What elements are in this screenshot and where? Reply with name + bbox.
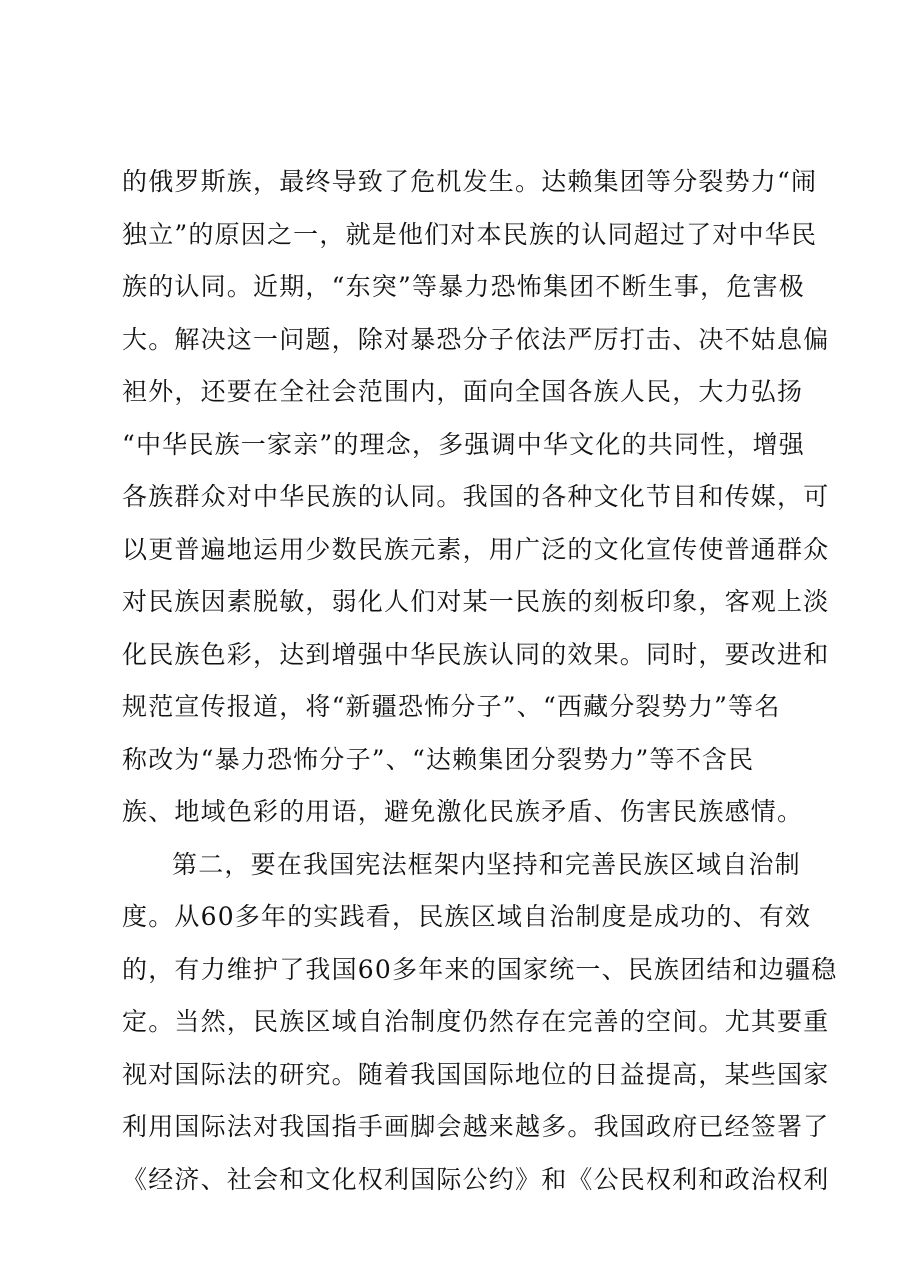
text-line: 族的认同。近期，“东突”等暴力恐怖集团不断生事，危害极 xyxy=(122,272,805,301)
text-line: 度。从60多年的实践看，民族区域自治制度是成功的、有效 xyxy=(122,902,812,931)
text-line: 定。当然，民族区域自治制度仍然存在完善的空间。尤其要重 xyxy=(122,1007,830,1036)
text-line: 称改为“暴力恐怖分子”、“达赖集团分裂势力”等不含民 xyxy=(122,744,755,774)
text-line: 各族群众对中华民族的认同。我国的各种文化节目和传媒，可 xyxy=(122,482,830,511)
text-line: 族、地域色彩的用语，避免激化民族矛盾、伤害民族感情。 xyxy=(122,797,804,826)
text-line: 独立”的原因之一，就是他们对本民族的认同超过了对中华民 xyxy=(122,219,818,249)
text-line: 利用国际法对我国指手画脚会越来越多。我国政府已经签署了 xyxy=(122,1112,830,1141)
text-line: 规范宣传报道，将“新疆恐怖分子”、“西藏分裂势力”等名 xyxy=(122,692,781,721)
text-line: 的，有力维护了我国60多年来的国家统一、民族团结和边疆稳 xyxy=(122,954,838,984)
text-line: 对民族因素脱敏，弱化人们对某一民族的刻板印象，客观上淡 xyxy=(122,587,830,616)
paragraph-start-line: 第二，要在我国宪法框架内坚持和完善民族区域自治制 xyxy=(172,849,801,879)
text-line: 化民族色彩，达到增强中华民族认同的效果。同时，要改进和 xyxy=(122,639,830,669)
text-line: 以更普遍地运用少数民族元素，用广泛的文化宣传使普通群众 xyxy=(122,534,830,564)
text-line: 大。解决这一问题，除对暴恐分子依法严厉打击、决不姑息偏 xyxy=(122,324,830,354)
text-line: 《经济、社会和文化权利国际公约》和《公民权利和政治权利 xyxy=(122,1164,830,1194)
text-line: 视对国际法的研究。随着我国国际地位的日益提高，某些国家 xyxy=(122,1059,830,1089)
text-line: 袒外，还要在全社会范围内，面向全国各族人民，大力弘扬 xyxy=(122,377,804,406)
text-line: “中华民族一家亲”的理念，多强调中华文化的共同性，增强 xyxy=(122,429,805,459)
body-text xyxy=(122,156,838,1206)
text-line: 的俄罗斯族，最终导致了危机发生。达赖集团等分裂势力“闹 xyxy=(122,167,818,196)
